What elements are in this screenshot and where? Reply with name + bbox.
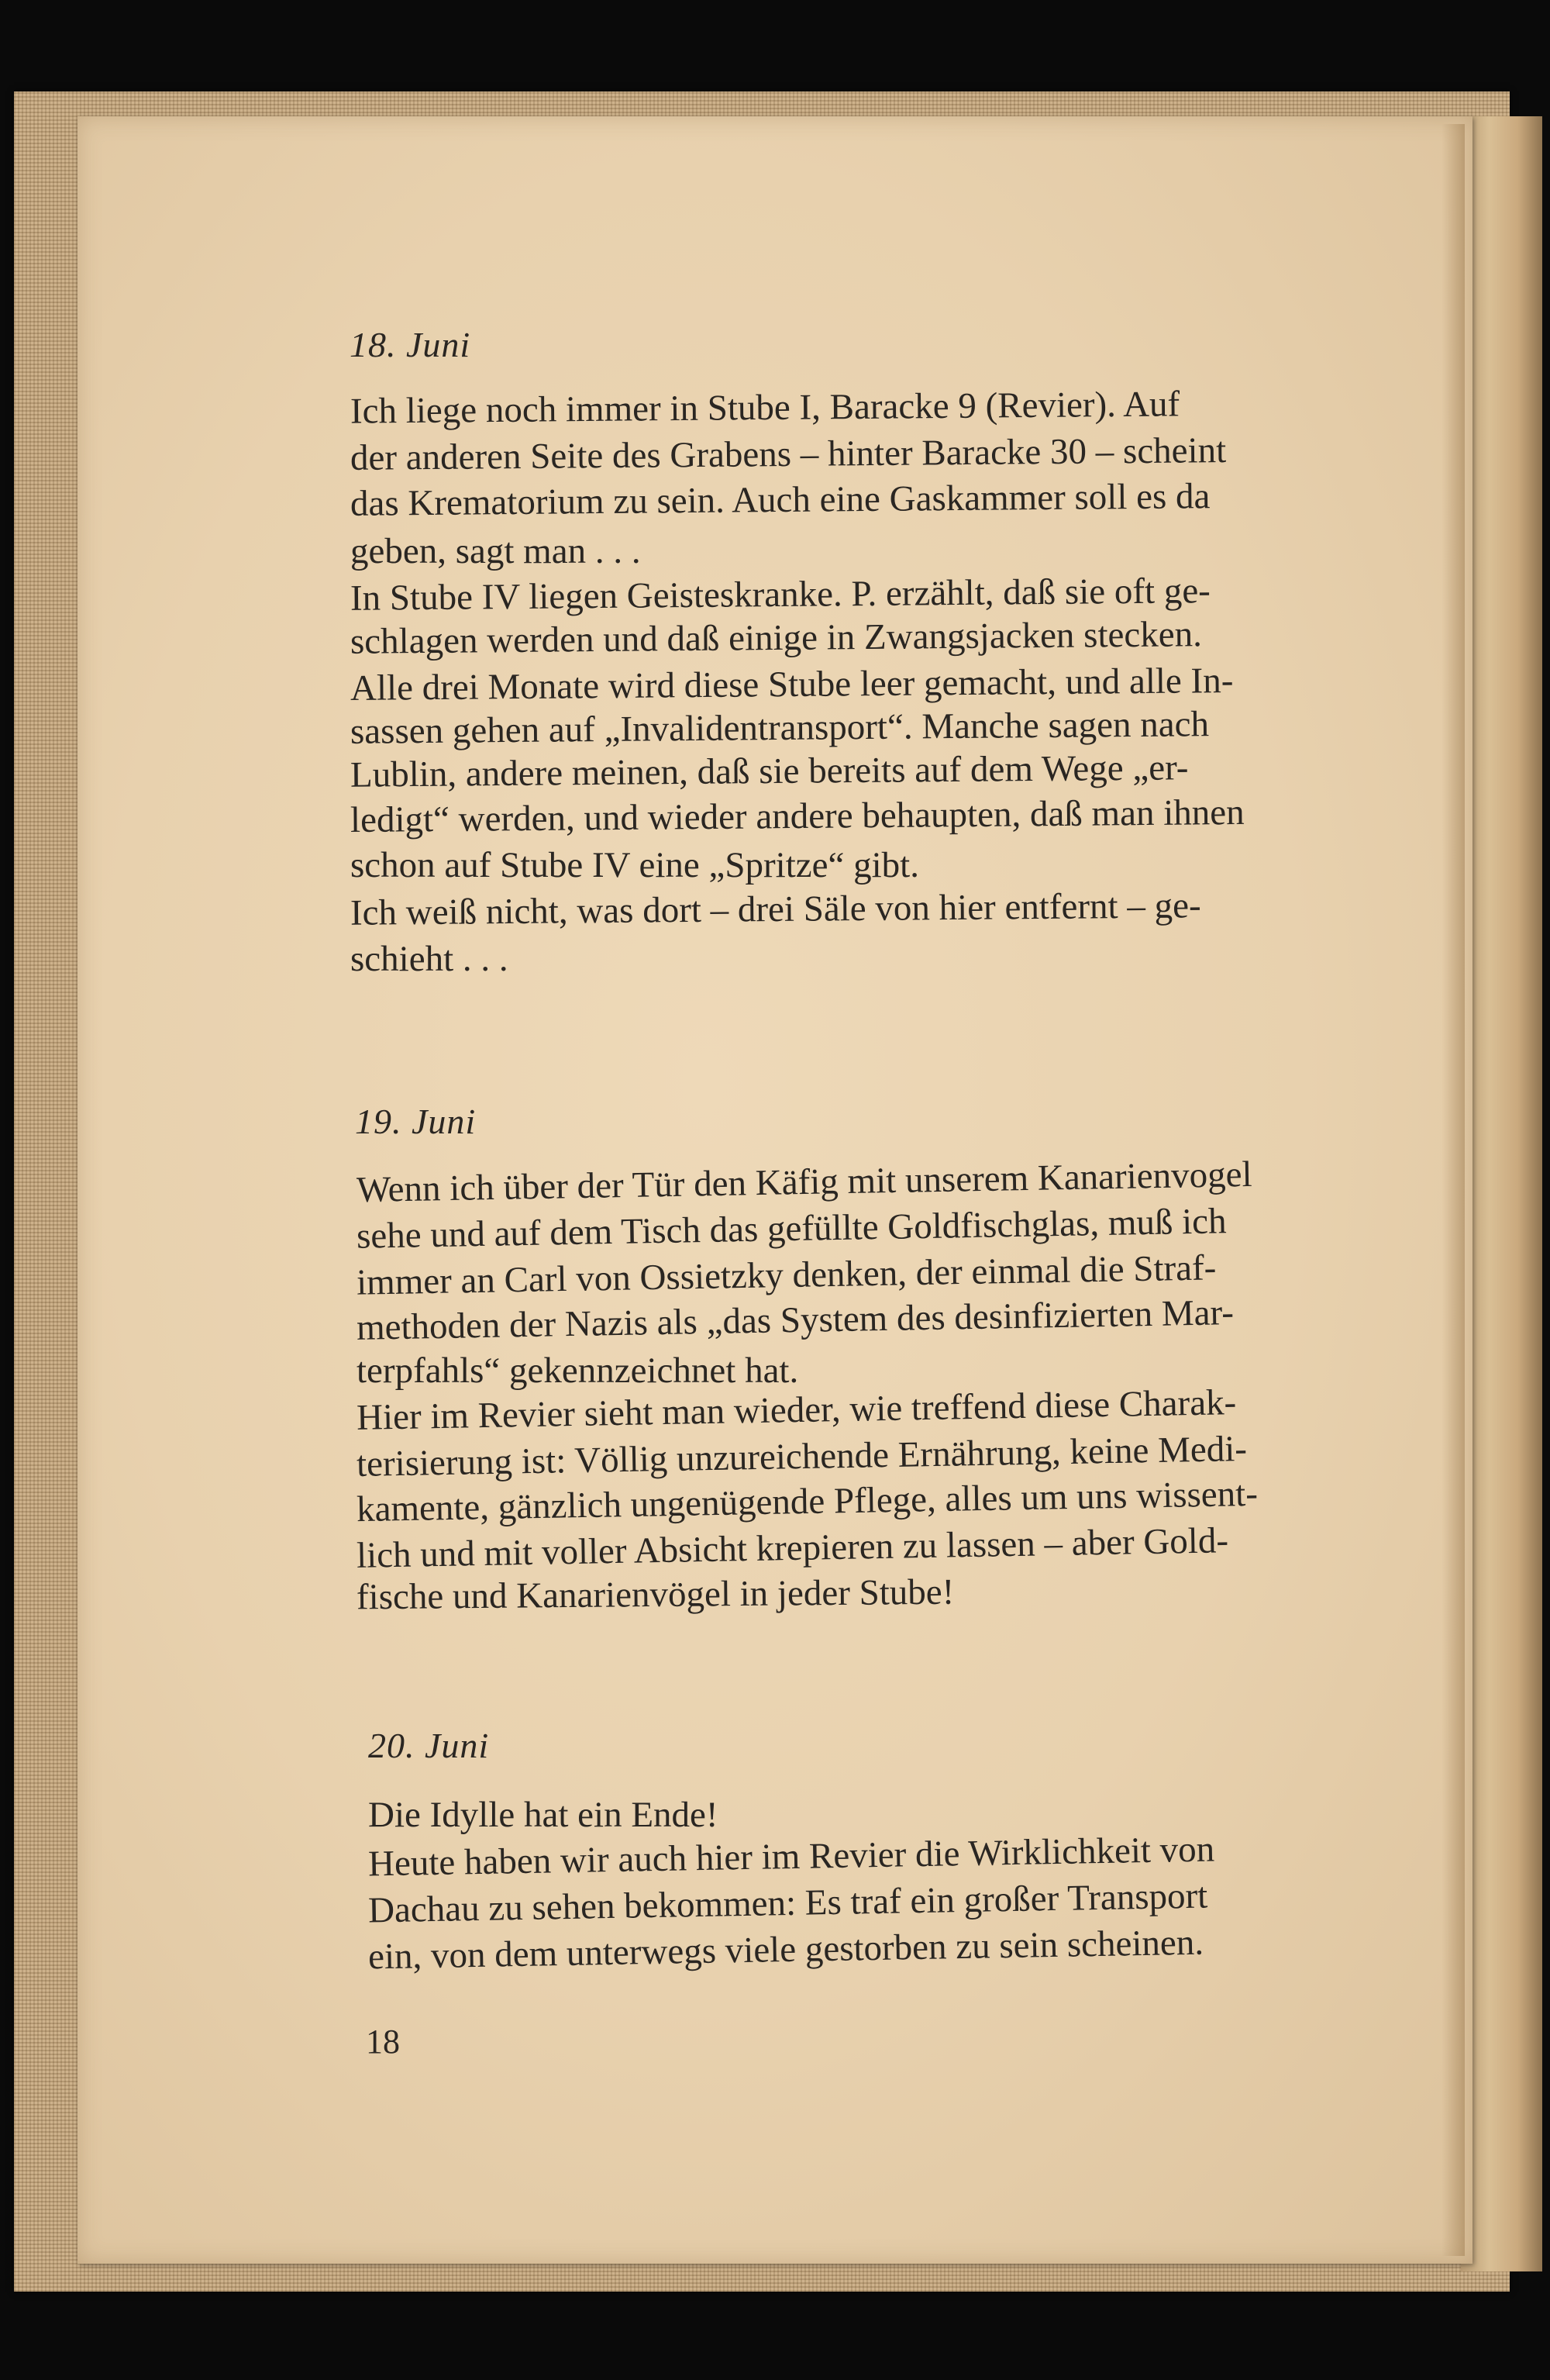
entry-date-heading: 18. Juni: [350, 325, 471, 364]
text-line: fische und Kanarienvögel in jeder Stube!: [356, 1571, 955, 1618]
text-line: immer an Carl von Ossietzky denken, der einmal die Straf-: [356, 1247, 1217, 1303]
text-line: Die Idylle hat ein Ende!: [368, 1795, 718, 1835]
text-line: Heute haben wir auch hier im Revier die Wirklichkeit von: [367, 1829, 1215, 1885]
book-cover-right-edge: [1461, 116, 1542, 2271]
text-line: sassen gehen auf „Invalidentransport“. Manche sagen nach: [350, 704, 1210, 752]
text-line: terisierung ist: Völlig unzureichende Ernährung, keine Medi-: [356, 1428, 1248, 1485]
text-line: geben, sagt man . . .: [350, 531, 641, 571]
text-line: Alle drei Monate wird diese Stube leer gemacht, und alle In-: [350, 661, 1234, 709]
text-line: In Stube IV liegen Geisteskranke. P. erzählt, daß sie oft ge-: [350, 571, 1211, 619]
text-line: terpfahls“ gekennzeichnet hat.: [356, 1350, 799, 1391]
text-line: Ich weiß nicht, was dort – drei Säle von hier entfernt – ge-: [350, 885, 1201, 933]
text-line: lich und mit voller Absicht krepieren zu lassen – aber Gold-: [356, 1520, 1229, 1576]
text-line: Ich liege noch immer in Stube I, Baracke 9 (Revier). Auf: [350, 384, 1180, 432]
text-line: sehe und auf dem Tisch das gefüllte Goldfischglas, muß ich: [356, 1201, 1227, 1257]
text-line: ein, von dem unterwegs viele gestorben zu sein scheinen.: [367, 1922, 1204, 1978]
entry-date-heading: 20. Juni: [368, 1726, 490, 1765]
text-line: Hier im Revier sieht man wieder, wie treffend diese Charak-: [356, 1382, 1237, 1438]
text-line: schieht . . .: [350, 939, 508, 979]
text-line: das Krematorium zu sein. Auch eine Gaskammer soll es da: [350, 476, 1211, 524]
text-line: Lublin, andere meinen, daß sie bereits auf dem Wege „er-: [350, 747, 1189, 795]
text-line: der anderen Seite des Grabens – hinter Baracke 30 – scheint: [350, 430, 1227, 478]
entry-date-heading: 19. Juni: [355, 1102, 477, 1141]
text-line: schlagen werden und daß einige in Zwangsjacken stecken.: [350, 614, 1203, 662]
text-line: Dachau zu sehen bekommen: Es traf ein großer Transport: [367, 1875, 1208, 1931]
text-line: methoden der Nazis als „das System des desinfizierten Mar-: [356, 1292, 1235, 1348]
text-line: schon auf Stube IV eine „Spritze“ gibt.: [350, 845, 919, 885]
page-edge-shadow: [1442, 124, 1465, 2256]
page-number: 18: [366, 2023, 400, 2061]
text-line: Wenn ich über der Tür den Käfig mit unserem Kanarienvogel: [356, 1154, 1252, 1211]
text-line: kamente, gänzlich ungenügende Pflege, alles um uns wissent-: [356, 1473, 1259, 1530]
text-line: ledigt“ werden, und wieder andere behaupten, daß man ihnen: [350, 792, 1245, 841]
